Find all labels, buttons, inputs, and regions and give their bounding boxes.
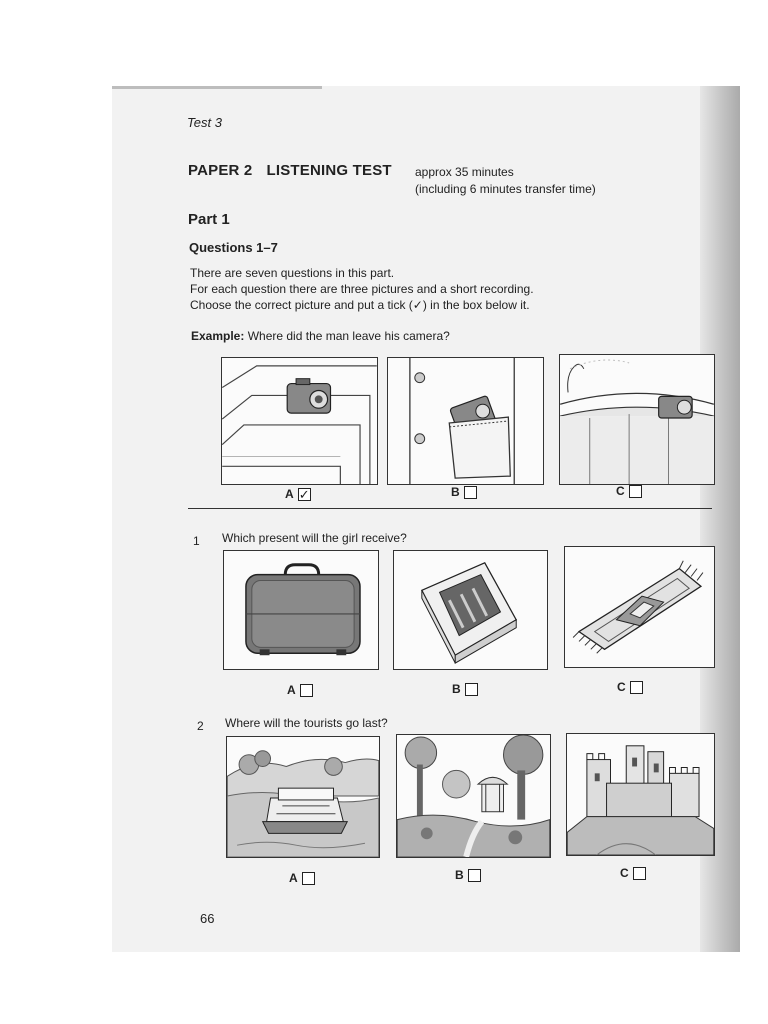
question-1-option-c <box>617 680 643 694</box>
question-text: Which present will the girl receive? <box>222 531 407 545</box>
question-1-option-a <box>287 683 313 697</box>
duration-line: approx 35 minutes <box>415 165 514 179</box>
option-letter: C <box>617 680 626 694</box>
part-heading: Part 1 <box>188 211 230 228</box>
instruction-line: There are seven questions in this part. <box>190 266 395 280</box>
question-text: Where will the tourists go last? <box>225 716 388 730</box>
question-1-option-b <box>452 682 478 696</box>
paper-number: PAPER 2 <box>188 162 253 179</box>
river-boat-picture <box>227 737 379 857</box>
instruction-line: Choose the correct picture and put a tick (✓) in the box below it. <box>190 298 530 312</box>
option-letter: B <box>455 868 464 882</box>
example-question <box>191 329 450 343</box>
test-label: Test 3 <box>187 115 222 130</box>
paper-title: LISTENING TEST <box>266 162 392 179</box>
question-2-option-a <box>289 871 315 885</box>
example-option-a <box>285 487 311 501</box>
question-1-picture-b <box>393 550 548 670</box>
answer-checkbox[interactable] <box>465 683 478 696</box>
question-1-picture-a <box>223 550 379 670</box>
paper-heading <box>188 162 392 179</box>
question-2-option-b <box>455 868 481 882</box>
question-number: 2 <box>197 719 204 733</box>
suitcase-picture <box>224 551 378 669</box>
question-number: 1 <box>193 534 200 548</box>
example-option-c <box>616 484 642 498</box>
answer-checkbox[interactable] <box>630 681 643 694</box>
instruction-line: For each question there are three pictures and a short recording. <box>190 282 534 296</box>
option-letter: B <box>451 485 460 499</box>
answer-checkbox[interactable] <box>468 869 481 882</box>
answer-checkbox[interactable] <box>633 867 646 880</box>
option-letter: C <box>620 866 629 880</box>
question-2-option-c <box>620 866 646 880</box>
answer-checkbox[interactable] <box>464 486 477 499</box>
castle-picture <box>567 734 714 855</box>
question-2-picture-c <box>566 733 715 856</box>
duration-line: (including 6 minutes transfer time) <box>415 182 596 196</box>
question-2-picture-b <box>396 734 551 858</box>
option-letter: A <box>287 683 296 697</box>
answer-checkbox[interactable] <box>302 872 315 885</box>
page-number: 66 <box>200 911 215 926</box>
section-divider <box>188 508 712 509</box>
camera-on-steps-picture <box>222 358 377 484</box>
answer-checkbox[interactable]: ✓ <box>298 486 310 502</box>
option-letter: A <box>285 487 294 501</box>
page-edge <box>112 86 322 89</box>
answer-checkbox[interactable] <box>300 684 313 697</box>
answer-checkbox[interactable] <box>629 485 642 498</box>
camera-on-fountain-picture <box>560 355 714 484</box>
questions-range: Questions 1–7 <box>189 240 278 255</box>
example-picture-c <box>559 354 715 485</box>
question-1-picture-c <box>564 546 715 668</box>
park-garden-picture <box>397 735 550 857</box>
option-letter: A <box>289 871 298 885</box>
instructions <box>190 265 534 313</box>
duration-note <box>415 164 596 198</box>
example-text: Where did the man leave his camera? <box>247 329 450 343</box>
camera-in-pocket-picture <box>388 358 543 484</box>
option-letter: C <box>616 484 625 498</box>
option-letter: B <box>452 682 461 696</box>
example-picture-b <box>387 357 544 485</box>
example-label: Example: <box>191 329 245 343</box>
rug-picture <box>565 547 714 667</box>
book-picture <box>394 551 547 669</box>
question-2-picture-a <box>226 736 380 858</box>
example-option-b <box>451 485 477 499</box>
example-picture-a <box>221 357 378 485</box>
